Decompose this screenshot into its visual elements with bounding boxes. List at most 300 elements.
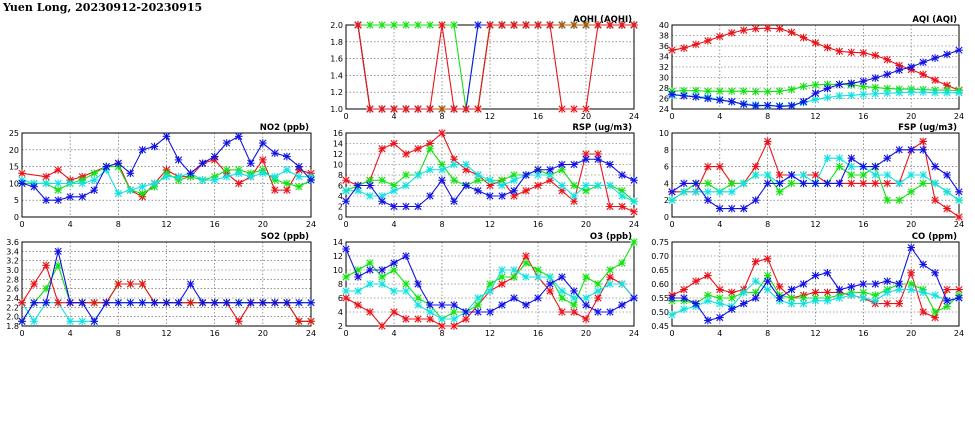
data-point (558, 161, 566, 169)
data-point (378, 197, 386, 205)
data-point (115, 190, 123, 198)
data-point (919, 171, 927, 179)
data-point (871, 52, 879, 60)
data-point (54, 299, 62, 307)
data-point (78, 193, 86, 201)
data-point (546, 287, 554, 295)
data-point (752, 196, 760, 204)
data-point (594, 155, 602, 163)
data-point (919, 261, 927, 269)
data-point (295, 163, 303, 171)
data-point (510, 273, 518, 281)
data-point (378, 105, 386, 113)
data-point (546, 280, 554, 288)
data-point (438, 129, 446, 137)
data-point (558, 273, 566, 281)
data-point (510, 187, 518, 195)
data-point (618, 259, 626, 267)
y-tick-label: 2 (337, 202, 343, 212)
data-point (378, 273, 386, 281)
data-point (848, 49, 856, 57)
data-point (716, 286, 724, 294)
series-line (672, 28, 959, 90)
y-tick-label: 2 (337, 322, 343, 331)
data-point (139, 280, 147, 288)
data-point (895, 300, 903, 308)
x-tick-label: 24 (953, 220, 965, 229)
data-point (800, 180, 808, 188)
data-point (307, 176, 315, 184)
data-point (943, 205, 951, 213)
x-tick-label: 8 (765, 220, 771, 229)
data-point (606, 280, 614, 288)
data-point (716, 314, 724, 322)
data-point (354, 301, 362, 309)
data-point (295, 299, 303, 307)
data-point (378, 176, 386, 184)
data-point (776, 25, 784, 33)
data-point (247, 299, 255, 307)
data-point (175, 299, 183, 307)
x-tick-label: 4 (67, 220, 73, 229)
data-point (943, 297, 951, 305)
y-tick-label: 0.45 (651, 322, 669, 331)
data-point (764, 255, 772, 263)
data-point (30, 280, 38, 288)
data-point (175, 173, 183, 181)
data-point (848, 291, 856, 299)
data-point (728, 305, 736, 313)
x-tick-label: 20 (906, 220, 917, 229)
x-tick-label: 12 (810, 112, 821, 121)
data-point (740, 180, 748, 188)
data-point (474, 171, 482, 179)
data-point (450, 301, 458, 309)
chart-title: RSP (ug/m3) (572, 123, 632, 133)
data-point (342, 197, 350, 205)
data-point (895, 66, 903, 74)
data-point (342, 273, 350, 281)
data-point (907, 88, 915, 96)
data-point (860, 280, 868, 288)
x-tick-label: 12 (484, 329, 496, 338)
data-point (812, 89, 820, 97)
chart-title: FSP (ug/m3) (898, 123, 957, 133)
data-point (883, 171, 891, 179)
data-point (402, 315, 410, 323)
data-point (824, 85, 832, 93)
data-point (860, 294, 868, 302)
data-point (534, 166, 542, 174)
data-point (848, 283, 856, 291)
data-point (764, 24, 772, 32)
data-point (187, 170, 195, 178)
data-point (800, 34, 808, 42)
data-point (704, 180, 712, 188)
data-point (462, 161, 470, 169)
data-point (426, 166, 434, 174)
x-tick-label: 12 (810, 220, 821, 229)
x-tick-label: 24 (628, 220, 640, 229)
chart-no2 (9, 123, 316, 229)
data-point (764, 88, 772, 96)
data-point (680, 188, 688, 196)
data-point (704, 297, 712, 305)
data-point (78, 318, 86, 326)
data-point (187, 299, 195, 307)
x-tick-label: 0 (19, 329, 25, 338)
y-tick-label: 1.8 (330, 37, 343, 47)
data-point (955, 196, 963, 204)
data-point (66, 180, 74, 188)
data-point (66, 299, 74, 307)
data-point (474, 308, 482, 316)
data-point (402, 280, 410, 288)
y-tick-label: 1.4 (330, 71, 343, 81)
data-point (860, 77, 868, 85)
data-point (402, 203, 410, 211)
data-point (354, 287, 362, 295)
chart-title: AQHI (AQHI) (573, 15, 632, 25)
data-point (907, 188, 915, 196)
y-tick-label: 40 (658, 21, 669, 30)
data-point (115, 280, 123, 288)
data-point (90, 318, 98, 326)
data-point (295, 318, 303, 326)
data-point (498, 21, 506, 29)
data-point (498, 266, 506, 274)
data-point (883, 277, 891, 285)
data-point (680, 92, 688, 100)
y-tick-label: 0.70 (651, 252, 669, 261)
y-tick-label: 0.65 (651, 266, 669, 275)
data-point (366, 259, 374, 267)
y-tick-label: 20 (8, 145, 19, 155)
data-point (740, 87, 748, 95)
data-point (90, 186, 98, 194)
data-point (223, 166, 231, 174)
data-point (692, 93, 700, 101)
data-point (931, 180, 939, 188)
data-point (883, 289, 891, 297)
data-point (848, 171, 856, 179)
data-point (414, 145, 422, 153)
data-point (522, 273, 530, 281)
data-point (342, 287, 350, 295)
data-point (776, 171, 784, 179)
data-point (692, 41, 700, 49)
data-point (354, 182, 362, 190)
data-point (764, 277, 772, 285)
y-tick-label: 4 (337, 192, 343, 201)
y-tick-label: 2.4 (6, 294, 19, 303)
data-point (510, 266, 518, 274)
y-tick-label: 4 (663, 179, 669, 189)
data-point (907, 171, 915, 179)
data-point (692, 180, 700, 188)
data-point (259, 170, 267, 178)
data-point (378, 280, 386, 288)
data-point (438, 105, 446, 113)
data-point (752, 163, 760, 171)
data-point (139, 183, 147, 191)
x-tick-label: 24 (628, 112, 640, 121)
series-cyan (354, 21, 638, 113)
data-point (486, 287, 494, 295)
data-point (919, 138, 927, 146)
data-point (235, 318, 243, 326)
x-tick-label: 4 (717, 112, 723, 121)
series-green (354, 21, 638, 113)
y-tick-label: 12 (332, 150, 343, 159)
x-tick-label: 12 (161, 329, 172, 338)
y-tick-label: 14 (332, 139, 343, 149)
data-point (931, 269, 939, 277)
data-point (283, 153, 291, 161)
data-point (618, 21, 626, 29)
data-point (919, 308, 927, 316)
data-point (54, 186, 62, 194)
data-point (630, 176, 638, 184)
data-point (426, 21, 434, 29)
data-point (764, 286, 772, 294)
data-point (919, 289, 927, 297)
data-point (594, 287, 602, 295)
x-tick-label: 0 (669, 329, 675, 338)
data-point (895, 146, 903, 154)
data-point (414, 280, 422, 288)
data-point (18, 318, 26, 326)
y-tick-label: 0 (337, 213, 343, 222)
data-point (704, 196, 712, 204)
data-point (378, 266, 386, 274)
data-point (462, 105, 470, 113)
data-point (570, 21, 578, 29)
data-point (558, 182, 566, 190)
y-tick-label: 10 (8, 179, 19, 189)
x-tick-label: 24 (305, 329, 317, 338)
data-point (366, 21, 374, 29)
data-point (594, 21, 602, 29)
y-tick-label: 2.8 (6, 275, 19, 285)
data-point (366, 182, 374, 190)
data-point (18, 299, 26, 307)
x-tick-label: 0 (19, 220, 25, 229)
data-point (426, 315, 434, 323)
data-point (42, 180, 50, 188)
y-tick-label: 6 (337, 181, 343, 191)
data-point (66, 318, 74, 326)
x-tick-label: 12 (810, 329, 821, 338)
x-tick-label: 4 (391, 329, 397, 338)
data-point (151, 180, 159, 188)
series-line (358, 25, 634, 109)
data-point (907, 286, 915, 294)
data-point (546, 21, 554, 29)
data-point (235, 170, 243, 178)
y-tick-label: 8 (337, 280, 343, 289)
data-point (390, 187, 398, 195)
data-point (630, 294, 638, 302)
y-tick-label: 4 (337, 308, 343, 317)
data-point (728, 205, 736, 213)
data-point (630, 21, 638, 29)
data-point (90, 176, 98, 184)
data-point (378, 322, 386, 330)
data-point (788, 86, 796, 94)
data-point (907, 146, 915, 154)
data-point (271, 186, 279, 194)
data-point (390, 259, 398, 267)
data-point (582, 105, 590, 113)
data-point (668, 196, 676, 204)
data-point (704, 272, 712, 280)
data-point (704, 188, 712, 196)
data-point (860, 49, 868, 57)
chart-title: CO (ppm) (911, 232, 957, 242)
data-point (235, 133, 243, 141)
x-tick-label: 8 (439, 329, 445, 338)
chart-rsp (333, 123, 639, 229)
data-point (582, 301, 590, 309)
data-point (486, 192, 494, 200)
data-point (42, 262, 50, 270)
data-point (871, 280, 879, 288)
data-point (498, 182, 506, 190)
y-tick-label: 0.60 (651, 280, 669, 289)
x-tick-label: 20 (906, 329, 917, 338)
y-tick-label: 36 (658, 42, 669, 51)
data-point (606, 273, 614, 281)
data-point (618, 301, 626, 309)
data-point (871, 90, 879, 98)
data-point (450, 176, 458, 184)
data-point (127, 170, 135, 178)
x-tick-label: 8 (439, 112, 445, 121)
data-point (824, 44, 832, 52)
data-point (895, 196, 903, 204)
data-point (582, 294, 590, 302)
data-point (919, 71, 927, 79)
chart-title: NO2 (ppb) (259, 123, 309, 133)
data-point (78, 299, 86, 307)
data-point (402, 252, 410, 260)
data-point (943, 51, 951, 59)
y-tick-label: 3.4 (6, 247, 19, 257)
data-point (354, 21, 362, 29)
data-point (955, 188, 963, 196)
data-point (462, 308, 470, 316)
y-tick-label: 28 (658, 84, 669, 93)
data-point (558, 21, 566, 29)
data-point (115, 159, 123, 167)
data-point (931, 163, 939, 171)
data-point (54, 196, 62, 204)
data-point (127, 280, 135, 288)
x-tick-label: 20 (906, 112, 917, 121)
x-tick-label: 20 (257, 220, 268, 229)
data-point (402, 287, 410, 295)
y-tick-label: 3.2 (6, 256, 19, 266)
data-point (163, 173, 171, 181)
data-point (728, 29, 736, 37)
data-point (283, 186, 291, 194)
data-point (402, 21, 410, 29)
data-point (812, 272, 820, 280)
data-point (522, 301, 530, 309)
data-point (716, 188, 724, 196)
data-point (450, 21, 458, 29)
data-point (752, 102, 760, 110)
data-point (102, 299, 110, 307)
x-tick-label: 16 (858, 220, 869, 229)
data-point (630, 238, 638, 246)
data-point (848, 180, 856, 188)
data-point (259, 156, 267, 164)
data-point (824, 154, 832, 162)
data-point (919, 58, 927, 66)
data-point (883, 89, 891, 97)
data-point (42, 299, 50, 307)
data-point (680, 180, 688, 188)
data-point (42, 173, 50, 181)
data-point (788, 180, 796, 188)
data-point (680, 44, 688, 52)
y-tick-label: 14 (332, 238, 343, 247)
data-point (390, 203, 398, 211)
data-point (474, 21, 482, 29)
data-point (115, 299, 123, 307)
data-point (740, 100, 748, 108)
data-point (450, 308, 458, 316)
data-point (943, 286, 951, 294)
data-point (716, 300, 724, 308)
data-point (836, 163, 844, 171)
data-point (668, 311, 676, 319)
data-point (606, 266, 614, 274)
data-point (18, 180, 26, 188)
data-point (462, 182, 470, 190)
data-point (450, 315, 458, 323)
data-point (30, 318, 38, 326)
data-point (151, 299, 159, 307)
data-point (474, 187, 482, 195)
series-line (358, 25, 634, 109)
y-tick-label: 1.0 (330, 105, 343, 114)
x-tick-label: 16 (532, 112, 544, 121)
chart-aqhi (330, 15, 639, 121)
data-point (342, 187, 350, 195)
y-tick-label: 16 (332, 129, 343, 138)
data-point (426, 301, 434, 309)
data-point (199, 299, 207, 307)
data-point (931, 308, 939, 316)
data-point (414, 21, 422, 29)
data-point (438, 301, 446, 309)
x-tick-label: 20 (257, 329, 268, 338)
x-tick-label: 0 (669, 112, 675, 121)
data-point (90, 299, 98, 307)
data-point (776, 87, 784, 95)
data-point (127, 186, 135, 194)
data-point (534, 273, 542, 281)
data-point (390, 140, 398, 148)
data-point (594, 182, 602, 190)
data-point (931, 89, 939, 97)
data-point (271, 149, 279, 157)
y-tick-label: 32 (658, 63, 669, 72)
data-point (211, 176, 219, 184)
